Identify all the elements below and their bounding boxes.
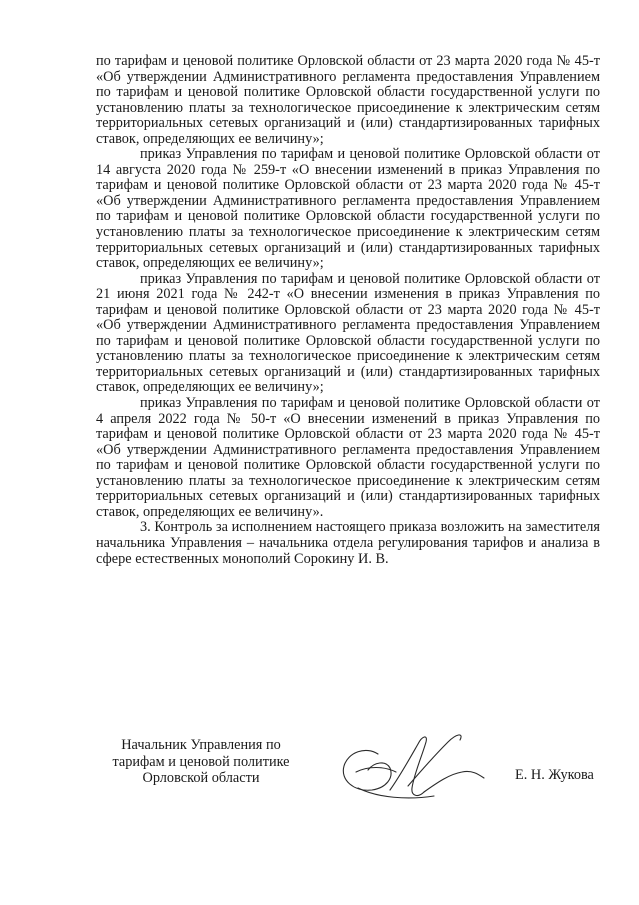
document-body: [96, 54, 600, 567]
position-line-1: Начальник Управления по: [121, 737, 281, 753]
paragraph-continuation: по тарифам и ценовой политике Орловской области от 23 марта 2020 года № 45-т «Об утверждении Административного регламента предоставления Управлением по тарифам и ценовой политике Орловской области государственной услуги по установлению платы за технологическое присоединение к электрическим сетям территориальных сетевых организаций и (или) стандартизированных тарифных ставок, определяющих ее величину»;: [96, 53, 600, 147]
signatory-position: [96, 737, 306, 787]
position-line-2: тарифам и ценовой политике: [112, 753, 290, 770]
paragraph-order-242: приказ Управления по тарифам и ценовой политике Орловской области от 21 июня 2021 года № 242-т «О внесении изменения в приказ Управления по тарифам и ценовой политике Орловской области от 23 марта 2020 года № 45-т «Об утверждении Административного регламента предоставления Управлением по тарифам и ценовой политике Орловской области государственной услуги по установлению платы за технологическое присоединение к электрическим сетям территориальных сетевых организаций и (или) стандартизированных тарифных ставок, определяющих ее величину»;: [96, 270, 600, 396]
paragraph-control: 3. Контроль за исполнением настоящего приказа возложить на заместителя начальника Управления – начальника отдела регулирования тарифов и анализа в сфере естественных монополий Сорокину И. В.: [96, 519, 600, 567]
paragraph-order-259: приказ Управления по тарифам и ценовой политике Орловской области от 14 августа 2020 года № 259-т «О внесении изменений в приказ Управления по тарифам и ценовой политике Орловской области от 23 марта 2020 года № 45-т «Об утверждении Административного регламента предоставления Управлением по тарифам и ценовой политике Орловской области государственной услуги по установлению платы за технологическое присоединение к электрическим сетям территориальных сетевых организаций и (или) стандартизированных тарифных ставок, определяющих ее величину»;: [96, 146, 600, 272]
handwritten-signature-icon: [338, 728, 488, 808]
position-line-3: Орловской области: [142, 770, 260, 786]
paragraph-order-50: приказ Управления по тарифам и ценовой политике Орловской области от 4 апреля 2022 года № 50-т «О внесении изменений в приказ Управления по тарифам и ценовой политике Орловской области от 23 марта 2020 года № 45-т «Об утверждении Административного регламента предоставления Управлением по тарифам и ценовой политике Орловской области государственной услуги по установлению платы за технологическое присоединение к электрическим сетям территориальных сетевых организаций и (или) стандартизированных тарифных ставок, определяющих ее величину».: [96, 395, 600, 520]
signatory-name: Е. Н. Жукова: [515, 767, 594, 783]
